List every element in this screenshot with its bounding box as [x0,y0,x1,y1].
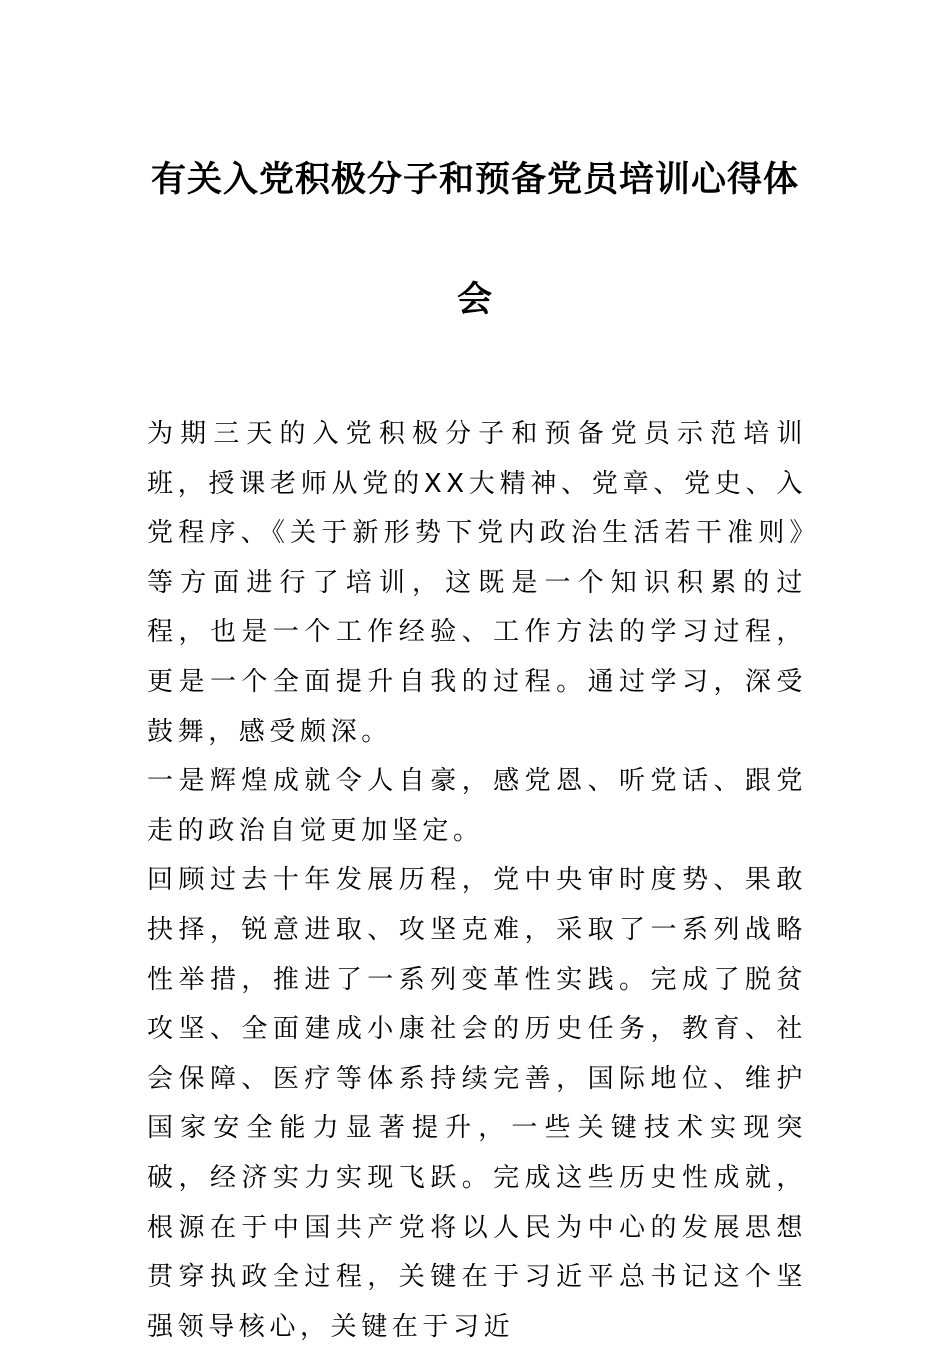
paragraph-section-heading: 一是辉煌成就令人自豪，感党恩、听党话、跟党走的政治自觉更加坚定。 [147,766,807,846]
paragraph-review: 回顾过去十年发展历程，党中央审时度势、果敢抉择，锐意进取、攻坚克难，采取了一系列战略性举措，推进了一系列变革性实践。完成了脱贫攻坚、全面建成小康社会的历史任务，教育、社会保障、医疗等体系持续完善，国际地位、维护国家安全能力显著提升，一些关键技术实现突破，经济实力实现飞跃。完成这些历史性成就，根源在于中国共产党将以人民为中心的发展思想贯穿执政全过程，关键在于习近平总书记这个坚强领导核心，关键在于习近 [147,865,807,1342]
document-title-line-1: 有关入党积极分子和预备党员培训心得体 [150,159,799,200]
document-body [147,410,807,1352]
document-title-line-2: 会 [456,279,493,320]
paragraph-intro: 为期三天的入党积极分子和预备党员示范培训班，授课老师从党的XX大精神、党章、党史、入党程序、《关于新形势下党内政治生活若干准则》等方面进行了培训，这既是一个知识积累的过程，也是一个工作经验、工作方法的学习过程，更是一个全面提升自我的过程。通过学习，深受鼓舞，感受颇深。 [147,419,807,747]
